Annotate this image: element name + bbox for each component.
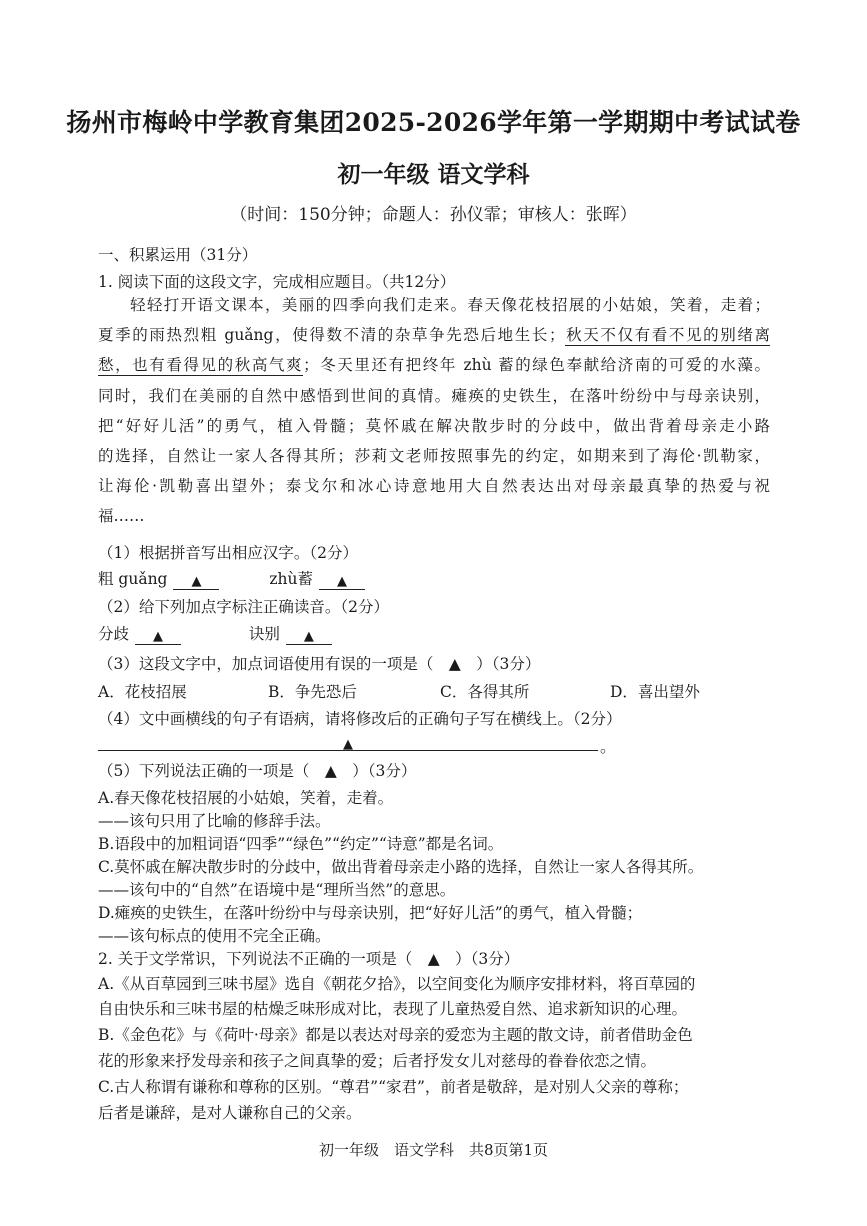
sub-question-1: （1）根据拼音写出相应汉字。（2分）: [98, 544, 358, 562]
sub-question-4: （4）文中画横线的句子有语病，请将修改后的正确句子写在横线上。（2分）: [98, 710, 622, 728]
sub-question-3: （3）这段文字中，加点词语使用有误的一项是（ ▲ ）（3分）: [98, 655, 541, 673]
passage-line: 的选择，自然让一家人各得其所；莎莉文老师按照事先的约定，如期来到了海伦·凯勒家，: [98, 446, 770, 465]
passage-line: 轻轻打开语文课本，美丽的四季向我们走来。春天像花枝招展的小姑娘，笑着，走着；: [130, 296, 770, 314]
exam-title: 扬州市梅岭中学教育集团2025-2026学年第一学期期中考试试卷: [66, 108, 801, 137]
passage-segment: ；冬天里还有把终年 zhù 蓄的绿色奉献给济南的可爱的水藻。: [303, 356, 770, 375]
statement-line: D.瘫痪的史铁生，在落叶纷纷中与母亲诀别，把“好好儿活”的勇气，植入骨髓；: [98, 904, 643, 922]
statement-line: ——该句标点的使用不完全正确。: [98, 927, 331, 945]
statement-line: B.《金色花》与《荷叶·母亲》都是以表达对母亲的爱恋为主题的散文诗，前者借助金色: [98, 1026, 693, 1044]
word-item: 分歧: [98, 625, 130, 643]
statement-line: 花的形象来抒发母亲和孩子之间真挚的爱；后者抒发女儿对慈母的眷眷依恋之情。: [98, 1052, 657, 1070]
reading-passage: [98, 290, 770, 532]
underlined-sentence: 秋天不仅有看不见的别绪离: [564, 326, 770, 345]
statement-line: 后者是谦辞，是对人谦称自己的父亲。: [98, 1104, 362, 1122]
answer-row-2: [98, 623, 332, 645]
statement-line: 自由快乐和三味书屋的枯燥乏味形成对比，表现了儿童热爱自然、追求新知识的心理。: [98, 1000, 688, 1018]
option-d[interactable]: D．喜出望外: [610, 683, 700, 701]
options-row: [98, 681, 700, 703]
passage-line: [98, 350, 770, 380]
statement-line: A.春天像花枝招展的小姑娘，笑着，走着。: [98, 789, 394, 807]
exam-subtitle: 初一年级 语文学科: [337, 161, 530, 188]
answer-line-end: 。: [600, 737, 617, 756]
question-1-stem: 1. 阅读下面的这段文字，完成相应题目。（共12分）: [98, 273, 456, 291]
answer-line[interactable]: ▲: [98, 732, 598, 751]
answer-row-1: [98, 568, 365, 590]
statement-line: ——该句中的“自然”在语境中是“理所当然”的意思。: [98, 881, 456, 899]
pinyin-item: zhù蓄: [269, 570, 313, 588]
passage-line: [98, 320, 770, 350]
statement-line: C.莫怀戚在解决散步时的分歧中，做出背着母亲走小路的选择，自然让一家人各得其所。: [98, 858, 704, 876]
statement-line: A.《从百草园到三味书屋》选自《朝花夕拾》，以空间变化为顺序安排材料，将百草园的: [98, 975, 696, 993]
exam-info: （时间：150分钟；命题人：孙仪霏；审核人：张晖）: [230, 205, 637, 225]
answer-blank[interactable]: ▲: [135, 624, 181, 645]
pinyin-item: 粗 guǎng: [98, 570, 168, 588]
option-b[interactable]: B．争先恐后: [268, 683, 357, 701]
passage-segment: 夏季的雨热烈粗 guǎng，使得数不清的杂草争先恐后地生长；: [98, 326, 565, 345]
word-item: 诀别: [248, 625, 280, 643]
sub-question-2: （2）给下列加点字标注正确读音。（2分）: [98, 598, 389, 616]
option-c[interactable]: C．各得其所: [440, 683, 530, 701]
section-heading: 一、积累运用（31分）: [98, 246, 258, 264]
answer-blank[interactable]: ▲: [173, 569, 219, 590]
statement-line: B.语段中的加粗词语“四季”“绿色”“约定”“诗意”都是名词。: [98, 835, 504, 853]
page-footer: 初一年级 语文学科 共8页第1页: [318, 1141, 549, 1159]
sub-question-5: （5）下列说法正确的一项是（ ▲ ）（3分）: [98, 762, 417, 780]
passage-line: 让海伦·凯勒喜出望外；泰戈尔和冰心诗意地用大自然表达出对母亲最真挚的热爱与祝: [98, 477, 770, 496]
answer-blank[interactable]: ▲: [286, 624, 332, 645]
option-a[interactable]: A．花枝招展: [98, 683, 187, 701]
statement-line: ——该句只用了比喻的修辞手法。: [98, 812, 331, 830]
question-2-stem: 2. 关于文学常识，下列说法不正确的一项是（ ▲ ）（3分）: [98, 950, 520, 968]
passage-line: 福……: [98, 507, 145, 526]
passage-line: 把“好好儿活”的勇气，植入骨髓；莫怀戚在解决散步时的分歧中，做出背着母亲走小路: [98, 416, 770, 435]
underlined-sentence: 愁，也有看得见的秋高气爽: [98, 356, 304, 375]
statement-line: C.古人称谓有谦称和尊称的区别。“尊君”“家君”，前者是敬辞，是对别人父亲的尊称；: [98, 1078, 689, 1096]
passage-line: 同时，我们在美丽的自然中感悟到世间的真情。瘫痪的史铁生，在落叶纷纷中与母亲诀别，: [98, 386, 770, 405]
answer-blank[interactable]: ▲: [319, 569, 365, 590]
